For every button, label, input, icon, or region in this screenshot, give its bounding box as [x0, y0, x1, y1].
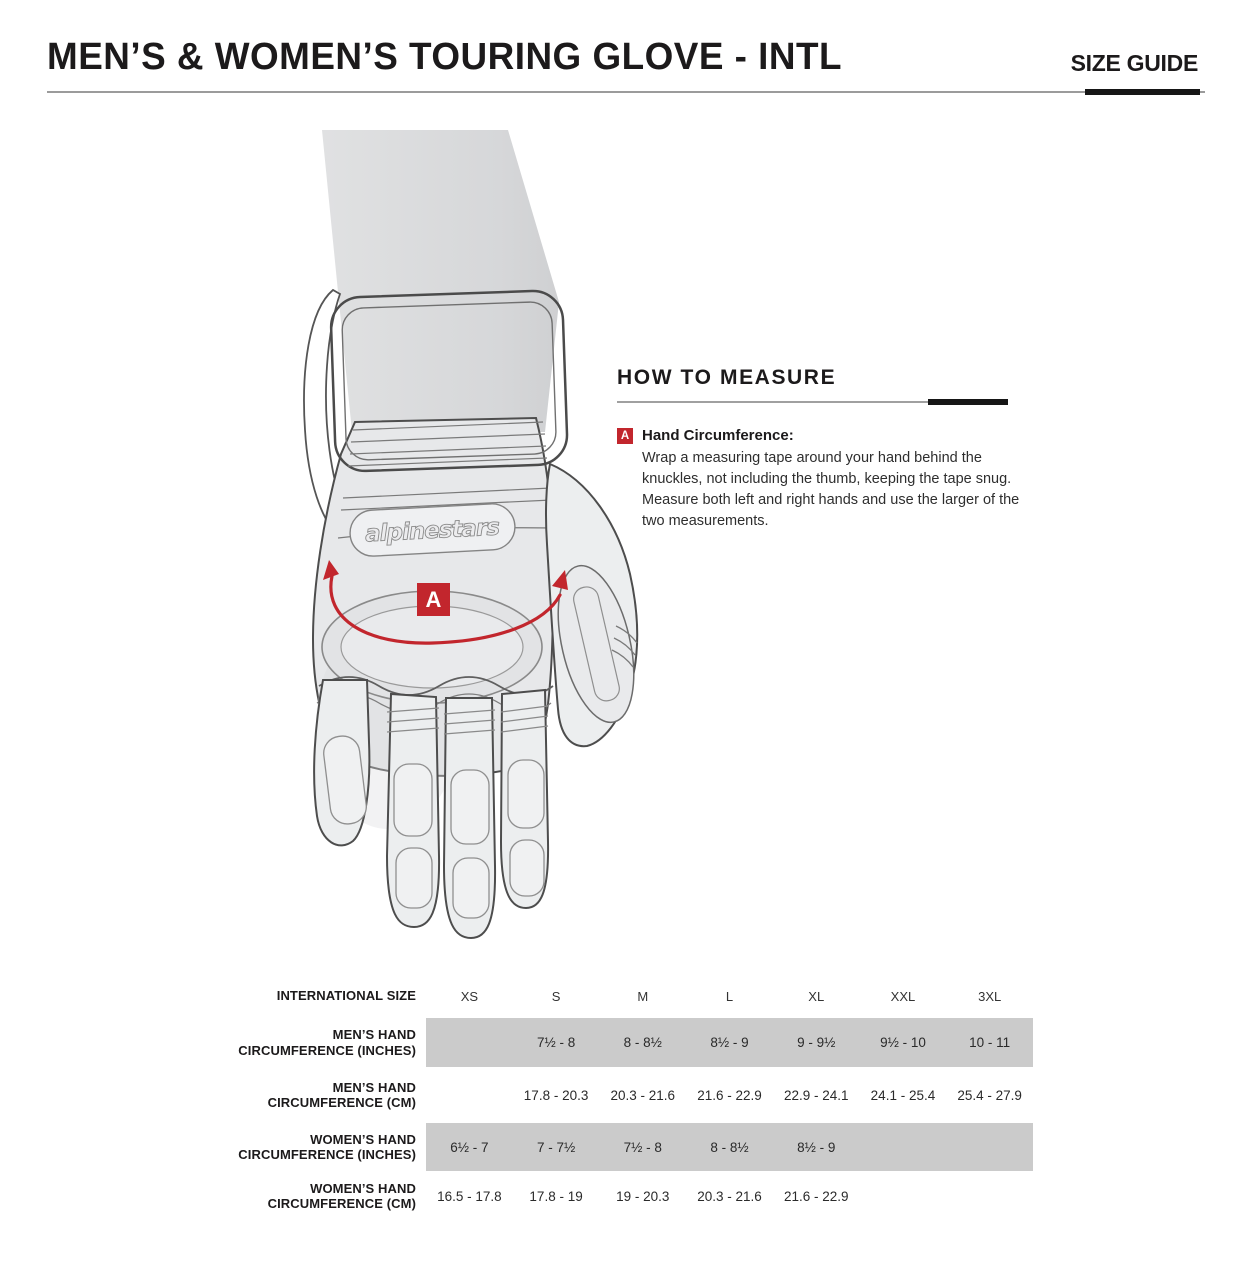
knuckle-pad-inner [341, 606, 523, 688]
column-header: XS [460, 988, 479, 1004]
table-cell: 8½ - 9 [797, 1139, 836, 1155]
row-label: WOMEN’S HAND CIRCUMFERENCE (CM) [267, 1180, 416, 1211]
column-header: XXL [890, 988, 916, 1004]
row-cells [426, 1123, 1033, 1171]
row-label: MEN’S HAND CIRCUMFERENCE (CM) [267, 1079, 416, 1110]
how-to-measure-section [617, 366, 1020, 532]
table-cell: 10 - 11 [969, 1035, 1011, 1050]
table-cell: 19 - 20.3 [616, 1188, 670, 1204]
row-label: MEN’S HAND CIRCUMFERENCE (INCHES) [238, 1027, 416, 1058]
marker-a-badge: A [617, 428, 633, 444]
glove-measure-diagram [293, 124, 663, 969]
table-cell: 7½ - 8 [536, 1035, 576, 1050]
table-header-label: INTERNATIONAL SIZE [276, 988, 416, 1004]
table-row [220, 1171, 1033, 1221]
how-to-measure-heading: HOW TO MEASURE [617, 366, 837, 389]
table-row [220, 1067, 1033, 1123]
divider-accent [928, 399, 1008, 405]
column-header: 3XL [978, 988, 1002, 1004]
column-header: XL [808, 988, 825, 1004]
brand-logo: alpinestars [364, 514, 500, 548]
table-cell: 8 - 8½ [623, 1035, 662, 1050]
table-header-row [220, 974, 1033, 1018]
row-cells [426, 1067, 1033, 1123]
divider-thin [617, 401, 928, 403]
measure-instruction-item [617, 427, 1020, 532]
glove-illustration [293, 124, 663, 969]
table-cell: 20.3 - 21.6 [610, 1087, 676, 1103]
header-divider-accent [1085, 89, 1200, 95]
column-header: M [637, 988, 649, 1004]
size-table [220, 974, 1033, 1221]
table-row [220, 1018, 1033, 1067]
table-cell: 17.8 - 19 [529, 1188, 583, 1204]
forearm-shape [322, 130, 559, 432]
table-cell: 21.6 - 22.9 [783, 1188, 849, 1204]
table-cell: 24.1 - 25.4 [870, 1087, 936, 1103]
header-divider [47, 91, 1205, 93]
table-row [220, 1123, 1033, 1171]
table-cell: 22.9 - 24.1 [783, 1087, 849, 1103]
column-header: L [725, 988, 734, 1004]
table-cell: 17.8 - 20.3 [523, 1087, 589, 1103]
row-cells [426, 1018, 1033, 1067]
table-cell: 25.4 - 27.9 [957, 1087, 1022, 1103]
table-cell: 20.3 - 21.6 [697, 1188, 762, 1204]
table-cell: 9 - 9½ [797, 1035, 836, 1050]
table-cell: 8½ - 9 [710, 1035, 749, 1050]
column-header: S [551, 988, 561, 1004]
size-guide-label: SIZE GUIDE [1070, 50, 1198, 76]
table-header-cells [426, 974, 1033, 1018]
instruction-title: Hand Circumference: [642, 427, 794, 444]
measure-marker-a [417, 583, 450, 616]
table-cell: 7½ - 8 [623, 1139, 662, 1155]
page-title: MEN’S & WOMEN’S TOURING GLOVE - INTL [47, 36, 842, 78]
row-cells [426, 1171, 1033, 1221]
row-label: WOMEN’S HAND CIRCUMFERENCE (INCHES) [238, 1131, 416, 1162]
instruction-body: Wrap a measuring tape around your hand behind the knuckles, not including the thumb, keeping the tape snug. Measure both left and right hands and use the larger of the two measurements. [642, 450, 1020, 529]
table-cell: 8 - 8½ [710, 1139, 749, 1155]
table-cell: 16.5 - 17.8 [437, 1188, 502, 1204]
instruction-text [642, 427, 1024, 532]
svg-text:A: A [425, 587, 442, 612]
table-cell: 6½ - 7 [450, 1139, 489, 1155]
how-to-measure-divider [617, 399, 1008, 405]
table-cell: 9½ - 10 [880, 1035, 926, 1050]
fingers [314, 680, 548, 938]
table-cell: 21.6 - 22.9 [697, 1087, 762, 1103]
table-cell: 7 - 7½ [536, 1139, 576, 1155]
